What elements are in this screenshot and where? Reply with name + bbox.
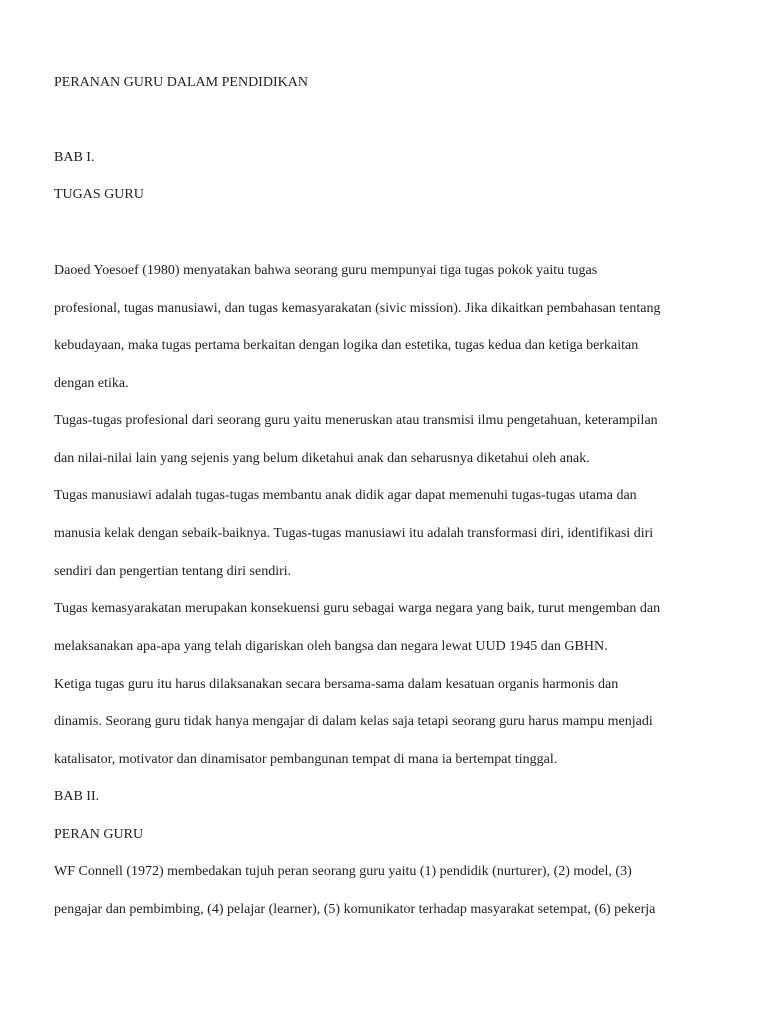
- paragraph-line: Tugas manusiawi adalah tugas-tugas membantu anak didik agar dapat memenuhi tugas-tugas utama dan: [54, 488, 637, 503]
- paragraph-line: sendiri dan pengertian tentang diri sendiri.: [54, 564, 292, 579]
- chapter-2-label: BAB II.: [54, 789, 100, 804]
- document-title: PERANAN GURU DALAM PENDIDIKAN: [54, 75, 308, 90]
- paragraph-line: manusia kelak dengan sebaik-baiknya. Tugas-tugas manusiawi itu adalah transformasi diri, identifikasi diri: [54, 526, 654, 541]
- chapter-1-heading: TUGAS GURU: [54, 187, 144, 202]
- paragraph-line: Tugas-tugas profesional dari seorang guru yaitu meneruskan atau transmisi ilmu pengetahuan, keterampilan: [54, 413, 658, 428]
- paragraph-line: Ketiga tugas guru itu harus dilaksanakan secara bersama-sama dalam kesatuan organis harmonis dan: [54, 677, 619, 692]
- paragraph-line: Daoed Yoesoef (1980) menyatakan bahwa seorang guru mempunyai tiga tugas pokok yaitu tugas: [54, 263, 598, 278]
- chapter-2-heading: PERAN GURU: [54, 827, 144, 842]
- paragraph-line: Tugas kemasyarakatan merupakan konsekuensi guru sebagai warga negara yang baik, turut mengemban dan: [54, 601, 661, 616]
- paragraph-line: kebudayaan, maka tugas pertama berkaitan dengan logika dan estetika, tugas kedua dan ketiga berkaitan: [54, 338, 639, 353]
- paragraph-line: melaksanakan apa-apa yang telah digariskan oleh bangsa dan negara lewat UUD 1945 dan GBHN.: [54, 639, 608, 654]
- paragraph-line: katalisator, motivator dan dinamisator pembangunan tempat di mana ia bertempat tinggal.: [54, 752, 558, 767]
- chapter-1-label: BAB I.: [54, 150, 95, 165]
- paragraph-line: dinamis. Seorang guru tidak hanya mengajar di dalam kelas saja tetapi seorang guru harus mampu menjadi: [54, 714, 653, 729]
- paragraph-line: dan nilai-nilai lain yang sejenis yang belum diketahui anak dan seharusnya diketahui oleh anak.: [54, 451, 590, 466]
- paragraph-line: WF Connell (1972) membedakan tujuh peran seorang guru yaitu (1) pendidik (nurturer), (2) model, (3): [54, 864, 632, 879]
- paragraph-line: profesional, tugas manusiawi, dan tugas kemasyarakatan (sivic mission). Jika dikaitkan pembahasan tentang: [54, 301, 661, 316]
- paragraph-line: dengan etika.: [54, 376, 129, 391]
- paragraph-line: pengajar dan pembimbing, (4) pelajar (learner), (5) komunikator terhadap masyarakat setempat, (6) pekerja: [54, 902, 656, 917]
